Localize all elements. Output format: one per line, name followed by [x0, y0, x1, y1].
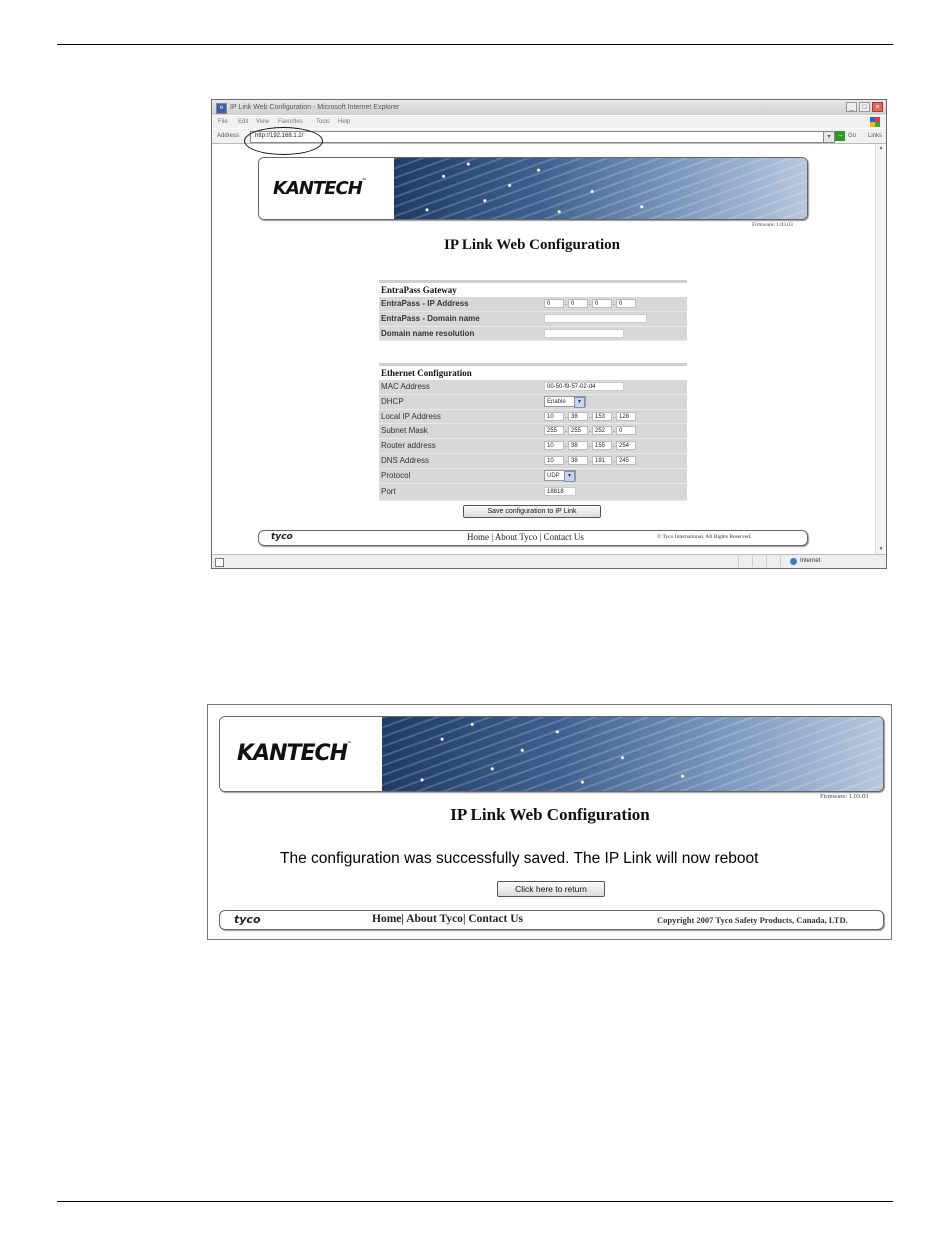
- dhcp-row: [379, 395, 687, 410]
- protocol-value: UDP: [547, 472, 560, 479]
- chevron-down-icon[interactable]: ▼: [564, 471, 575, 482]
- ip-dot: .: [613, 442, 615, 450]
- ip-dot: .: [565, 427, 567, 435]
- gateway-resolution-row: [379, 327, 687, 342]
- ip-dot: .: [565, 412, 567, 420]
- local-ip-octet-3[interactable]: 153: [592, 412, 612, 421]
- window-title: IP Link Web Configuration - Microsoft Internet Explorer: [230, 104, 400, 111]
- scroll-down-icon[interactable]: ▼: [878, 546, 884, 552]
- subnet-octet-3[interactable]: 252: [592, 426, 612, 435]
- protocol-row: [379, 469, 687, 484]
- kantech-logo: [273, 178, 366, 199]
- dns-octet-1[interactable]: 10: [544, 456, 564, 465]
- menu-file[interactable]: File: [218, 119, 228, 125]
- dns-octet-3[interactable]: 191: [592, 456, 612, 465]
- kantech-banner: [258, 157, 808, 220]
- chevron-down-icon[interactable]: ▼: [574, 397, 585, 408]
- subnet-octet-2[interactable]: 255: [568, 426, 588, 435]
- kantech-logo: [237, 741, 351, 766]
- ip-dot: .: [613, 412, 615, 420]
- gateway-resolution-label: Domain name resolution: [381, 328, 475, 338]
- status-divider: [780, 556, 781, 567]
- address-label: Address: [217, 133, 240, 139]
- scroll-up-icon[interactable]: ▲: [878, 145, 884, 151]
- home-link[interactable]: Home: [372, 913, 402, 925]
- status-bar: [212, 554, 886, 568]
- mac-value: 00-50-f9-57-02-d4: [544, 382, 624, 391]
- gateway-heading: EntraPass Gateway: [379, 280, 687, 297]
- logo-tm: ™: [347, 741, 352, 747]
- tyco-logo: tyco: [271, 532, 293, 542]
- save-configuration-button[interactable]: Save configuration to IP Link: [463, 505, 601, 518]
- gateway-ip-label: EntraPass - IP Address: [381, 299, 469, 308]
- logo-text: KANTECH: [237, 741, 348, 766]
- minimize-icon[interactable]: _: [846, 102, 857, 112]
- dhcp-value: Enable: [547, 398, 566, 405]
- top-rule: [57, 44, 893, 45]
- address-input[interactable]: [250, 131, 824, 143]
- ip-dot: .: [589, 456, 591, 464]
- gateway-resolution-input[interactable]: [544, 329, 624, 338]
- copyright-text: Copyright 2007 Tyco Safety Products, Canada, LTD.: [657, 915, 848, 925]
- local-ip-octet-4[interactable]: 128: [616, 412, 636, 421]
- kantech-banner: [219, 716, 884, 792]
- about-tyco-link[interactable]: About Tyco: [406, 913, 463, 925]
- menu-help[interactable]: Help: [338, 119, 351, 125]
- local-ip-octet-2[interactable]: 38: [568, 412, 588, 421]
- gateway-ip-octet-4[interactable]: 0: [616, 299, 636, 308]
- vertical-scrollbar[interactable]: [875, 144, 886, 555]
- ip-dot: .: [613, 456, 615, 464]
- ip-dot: .: [589, 412, 591, 420]
- dns-label: DNS Address: [381, 455, 430, 465]
- menu-view[interactable]: View: [256, 119, 269, 125]
- ethernet-configuration-section: [379, 363, 687, 501]
- page-title: IP Link Web Configuration: [450, 805, 650, 824]
- footer-bar: [258, 530, 808, 546]
- firmware-version: Firmware: 1.03.03: [752, 222, 793, 228]
- close-icon[interactable]: ×: [872, 102, 883, 112]
- local-ip-label: Local IP Address: [381, 411, 441, 421]
- menu-edit[interactable]: Edit: [238, 119, 249, 125]
- zone-label: Internet: [800, 558, 821, 564]
- gateway-domain-label: EntraPass - Domain name: [381, 313, 480, 323]
- windows-logo-icon: [870, 117, 880, 127]
- tyco-logo: tyco: [234, 913, 261, 926]
- gateway-domain-row: [379, 312, 687, 327]
- contact-us-link[interactable]: Contact Us: [543, 532, 584, 542]
- ip-dot: .: [613, 300, 615, 307]
- ip-dot: .: [613, 427, 615, 435]
- home-link[interactable]: Home: [467, 532, 489, 542]
- address-url: http://192.168.1.2/: [255, 133, 304, 139]
- footer-nav: Home | About Tyco | Contact Us: [467, 532, 584, 542]
- entrapass-gateway-section: [379, 280, 687, 341]
- ethernet-heading: Ethernet Configuration: [379, 363, 687, 380]
- gateway-ip-octet-2[interactable]: 0: [568, 299, 588, 308]
- go-button[interactable]: Go: [848, 133, 857, 139]
- ip-dot: .: [589, 300, 591, 307]
- dns-row: [379, 454, 687, 469]
- maximize-icon[interactable]: □: [859, 102, 870, 112]
- gateway-ip-octet-1[interactable]: 0: [544, 299, 564, 308]
- address-dropdown-icon[interactable]: ▾: [823, 131, 835, 143]
- bottom-rule: [57, 1201, 893, 1202]
- links-button[interactable]: Links: [868, 133, 883, 139]
- logo-text: KANTECH: [273, 178, 362, 199]
- saved-confirmation-panel: [207, 704, 892, 940]
- footer-bar: [219, 910, 884, 930]
- about-tyco-link[interactable]: About Tyco: [494, 532, 538, 542]
- mac-row: [379, 380, 687, 395]
- router-octet-2[interactable]: 38: [568, 441, 588, 450]
- ip-dot: .: [565, 300, 567, 307]
- gateway-ip-octet-3[interactable]: 0: [592, 299, 612, 308]
- protocol-label: Protocol: [381, 470, 411, 480]
- firmware-version: Firmware: 1.03.03: [820, 793, 869, 800]
- subnet-row: [379, 424, 687, 439]
- local-ip-octet-1[interactable]: 10: [544, 412, 564, 421]
- router-label: Router address: [381, 441, 436, 451]
- ip-dot: .: [589, 427, 591, 435]
- dhcp-label: DHCP: [381, 396, 404, 406]
- saved-message: The configuration was successfully saved. The IP Link will now reboot: [280, 850, 759, 867]
- menu-bar: [212, 116, 886, 128]
- protocol-select[interactable]: [544, 470, 576, 481]
- status-divider: [766, 556, 767, 567]
- router-octet-1[interactable]: 10: [544, 441, 564, 450]
- url-highlight-circle: [244, 127, 323, 155]
- subnet-label: Subnet Mask: [381, 426, 428, 436]
- router-octet-3[interactable]: 155: [592, 441, 612, 450]
- page-title: IP Link Web Configuration: [443, 237, 621, 253]
- browser-window: [211, 99, 887, 569]
- go-arrow-icon[interactable]: →: [836, 132, 844, 139]
- subnet-octet-4[interactable]: 0: [616, 426, 636, 435]
- router-row: [379, 439, 687, 454]
- port-label: Port: [381, 486, 396, 496]
- fiber-optic-image: [382, 717, 883, 791]
- page-status-icon: [215, 558, 224, 567]
- ip-dot: .: [565, 456, 567, 464]
- local-ip-row: [379, 410, 687, 425]
- dns-octet-2[interactable]: 38: [568, 456, 588, 465]
- port-row: [379, 484, 687, 501]
- return-button[interactable]: Click here to return: [497, 881, 605, 897]
- subnet-octet-1[interactable]: 255: [544, 426, 564, 435]
- status-divider: [752, 556, 753, 567]
- footer-nav: Home| About Tyco| Contact Us: [372, 913, 523, 925]
- internet-zone-icon: [790, 558, 797, 565]
- dns-octet-4[interactable]: 245: [616, 456, 636, 465]
- contact-us-link[interactable]: Contact Us: [468, 913, 523, 925]
- menu-favorites[interactable]: Favorites: [278, 119, 303, 125]
- logo-tm: ™: [361, 178, 366, 184]
- status-divider: [738, 556, 739, 567]
- router-octet-4[interactable]: 254: [616, 441, 636, 450]
- ip-dot: .: [565, 442, 567, 450]
- title-bar: [212, 100, 886, 115]
- fiber-optic-image: [394, 158, 807, 219]
- ip-dot: .: [589, 442, 591, 450]
- mac-label: MAC Address: [381, 382, 430, 391]
- gateway-ip-row: [379, 297, 687, 312]
- port-input[interactable]: 18818: [544, 487, 576, 496]
- copyright-small: © Tyco International. All Rights Reserved.: [657, 534, 752, 540]
- dhcp-select[interactable]: [544, 396, 586, 407]
- gateway-domain-input[interactable]: [544, 314, 647, 323]
- ie-page-icon: e: [216, 103, 227, 114]
- menu-tools[interactable]: Tools: [316, 119, 331, 125]
